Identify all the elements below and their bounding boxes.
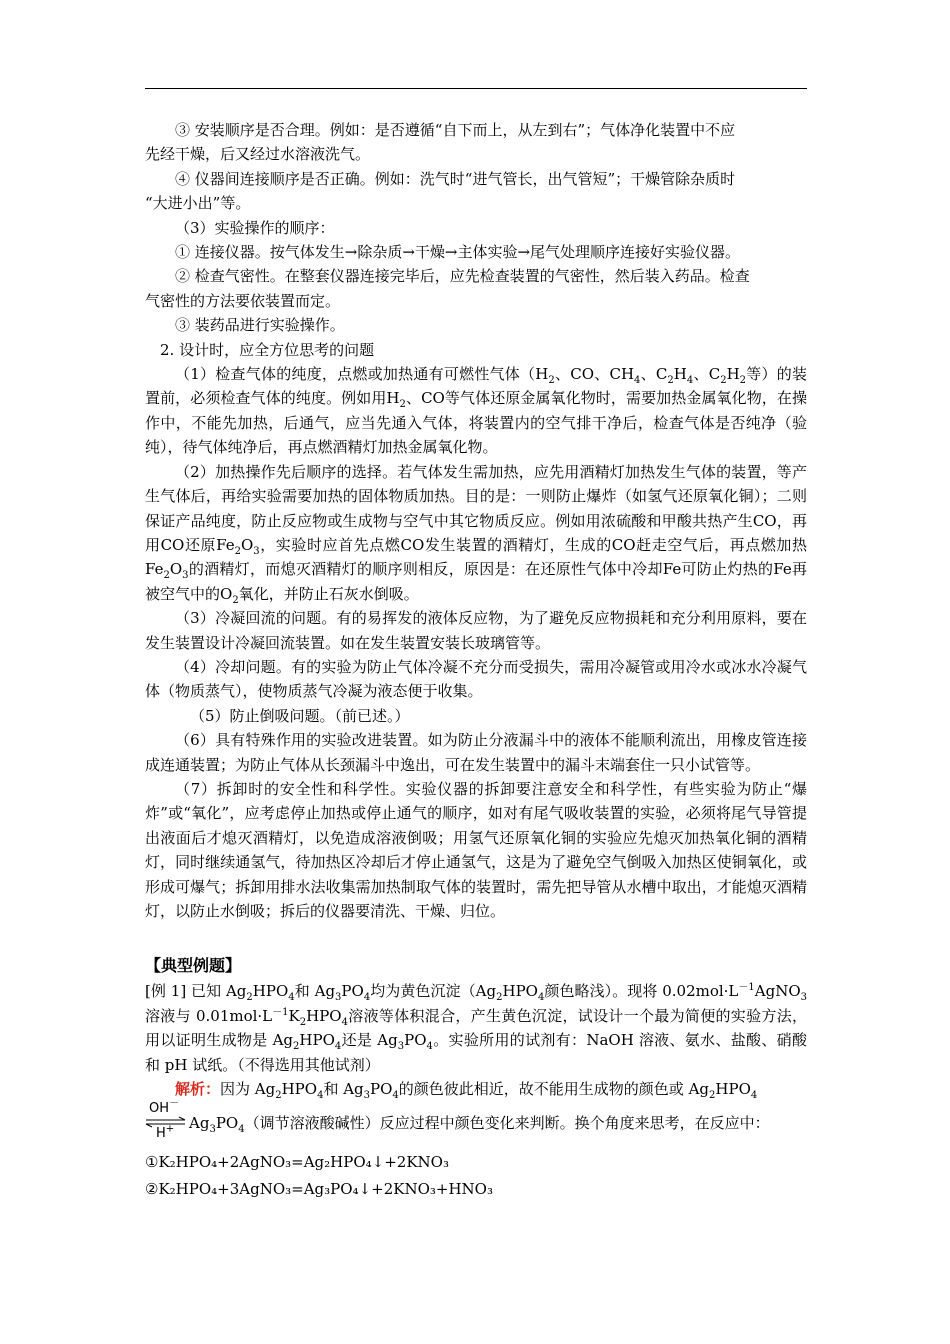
- para-design-heading: [145, 338, 807, 362]
- text: ④ 仪器间连接顺序是否正确。例如：洗气时“进气管长，出气管短”；干燥管除杂质时: [175, 169, 736, 188]
- arrow-top-label: OH－: [149, 1099, 180, 1117]
- para-check-airtightness: [145, 264, 807, 288]
- analysis: 解析：因为 $Ag_2HPO_4$和 $Ag_3PO_4$的颜色彼此相近，故不能用生成物的颜色或 $Ag_2HPO_4$: [175, 1080, 758, 1102]
- example-1: [例 1] 已知 $Ag_2HPO_4$和 $Ag_3PO_4$均为黄色沉淀（$Ag_2HPO_4$颜色略浅）。现将 $0.02mol\cdot L^{-1}AgNO_3$溶液与 $0.01mol\cdot L^{-1}K_2HPO_4$溶液等体积混合，产生黄色沉淀，试设计一个最为简便的实验方法，用以证明生成物是 $Ag_2HPO_4$还是 $Ag_3PO_4$。实验所用的试剂有：NaOH 溶液、氨水、盐酸、硝酸和 pH 试纸。（不得选用其他试剂）: [145, 982, 808, 1074]
- para-heating-order: （2）加热操作先后顺序的选择。若气体发生需加热，应先用酒精灯加热发生气体的装置，等产生气体后，再给实验需要加热的固体物质加热。目的是：一则防止爆炸（如氢气还原氧化铜）；二则保证产品纯度，防止反应物或生成物与空气中其它物质反应。例如用浓硫酸和甲酸共热产生CO，再用CO还原$Fe_2O_3$，实验时应首先点燃CO发生装置的酒精灯，生成的CO赶走空气后，再点燃加热$Fe_2O_3$的酒精灯，而熄灭酒精灯的顺序则相反，原因是：在还原性气体中冷却Fe可防止灼热的Fe再被空气中的$O_2$氧化，并防止石灰水倒吸。: [145, 462, 807, 606]
- para-install-order-cont: [145, 142, 807, 166]
- para-suck-back: [145, 704, 807, 728]
- para-gas-purity: （1）检查气体的纯度，点燃或加热通有可燃性气体（$H_2$、CO、$CH_4$、$C_2H_4$、$C_2H_2$等）的装置前，必须检查气体的纯度。例如用$H_2$、CO等气体还原金属氧化物时，需要加热金属氧化物，在操作中，不能先加热，后通气，应当先通入气体，将装置内的空气排干净后，检查气体是否纯净（验纯），待气体纯净后，再点燃酒精灯加热金属氧化物。: [145, 365, 807, 457]
- para-load-reagents: [145, 313, 807, 337]
- text: （5）防止倒吸问题。（前已述。）: [190, 706, 410, 725]
- para-connect-instruments: [145, 240, 807, 264]
- text: ① 连接仪器。按气体发生→除杂质→干燥→主体实验→尾气处理顺序连接好实验仪器。: [175, 243, 741, 262]
- para-reflux: [145, 606, 807, 655]
- text: 先经干燥，后又经过水溶液洗气。: [145, 145, 371, 164]
- equation-2: [145, 1176, 807, 1203]
- equation-1: [145, 1149, 807, 1176]
- equilibrium-arrow: [145, 1099, 187, 1145]
- section-title: [145, 953, 807, 979]
- text: ② 检查气密性。在整套仪器连接完毕后，应先检查装置的气密性，然后装入药品。检查: [175, 267, 750, 286]
- analysis-cont: OH－ H+ $Ag_3PO_4$（调节溶液酸碱性）反应过程中颜色变化来判断。换个角度来思考，在反应中：: [145, 1103, 807, 1145]
- text: ③ 装药品进行实验操作。: [175, 316, 345, 335]
- text: （3）实验操作的顺序：: [175, 218, 335, 237]
- text: ③ 安装顺序是否合理。例如：是否遵循“自下而上，从左到右”；气体净化装置中不应: [175, 121, 736, 139]
- text: ②K₂HPO₄+3AgNO₃=Ag₃PO₄↓+2KNO₃+HNO₃: [145, 1180, 493, 1199]
- text: 气密性的方法要依装置而定。: [145, 291, 341, 310]
- text: 【典型例题】: [145, 956, 242, 976]
- para-check-airtightness-cont: [145, 289, 807, 313]
- arrow-bottom-label: H+: [156, 1124, 175, 1142]
- text: ①K₂HPO₄+2AgNO₃=Ag₂HPO₄↓+2KNO₃: [145, 1153, 449, 1172]
- text: 2. 设计时，应全方位思考的问题: [160, 340, 375, 359]
- text: （4）冷却问题。有的实验为防止气体冷凝不充分而受损失，需用冷凝管或用冷水或冰水冷凝气体（物质蒸气），使物质蒸气冷凝为液态便于收集。: [145, 657, 807, 701]
- text: （6）具有特殊作用的实验改进装置。如为防止分液漏斗中的液体不能顺利流出，用橡皮管连接成连通装置；为防止气体从长颈漏斗中逸出，可在发生装置中的漏斗末端套住一只小试管等。: [145, 731, 807, 774]
- text: （7）拆卸时的安全性和科学性。实验仪器的拆卸要注意安全和科学性，有些实验为防止“爆炸”或“氧化”，应考虑停止加热或停止通气的顺序，如对有尾气吸收装置的实验，必须将尾气导管提出液面后才熄灭酒精灯，以免造成溶液倒吸；用氢气还原氧化铜的实验应先熄灭加热氧化铜的酒精灯，同时继续通氢气，待加热区冷却后才停止通氢气，这是为了避免空气倒吸入加热区使铜氧化，或形成可爆气；拆卸用排水法收集需加热制取气体的装置时，需先把导管从水槽中取出，才能熄灭酒精灯，以防止水倒吸；拆后的仪器要清洗、干燥、归位。: [145, 779, 807, 920]
- para-cooling: [145, 655, 807, 704]
- text: （3）冷凝回流的问题。有的易挥发的液体反应物，为了避免反应物损耗和充分利用原料，要在发生装置设计冷凝回流装置。如在发生装置安装长玻璃管等。: [145, 609, 807, 652]
- para-disassembly: [145, 777, 807, 923]
- header-rule: [145, 88, 807, 89]
- document-body: [145, 118, 807, 1203]
- para-install-order: [145, 118, 807, 142]
- para-connect-order: [145, 167, 807, 191]
- para-operation-order-heading: [145, 216, 807, 240]
- analysis-label: 解析：: [175, 1080, 221, 1099]
- para-special-devices: [145, 728, 807, 777]
- para-connect-order-cont: [145, 191, 807, 215]
- text: “大进小出”等。: [145, 194, 251, 213]
